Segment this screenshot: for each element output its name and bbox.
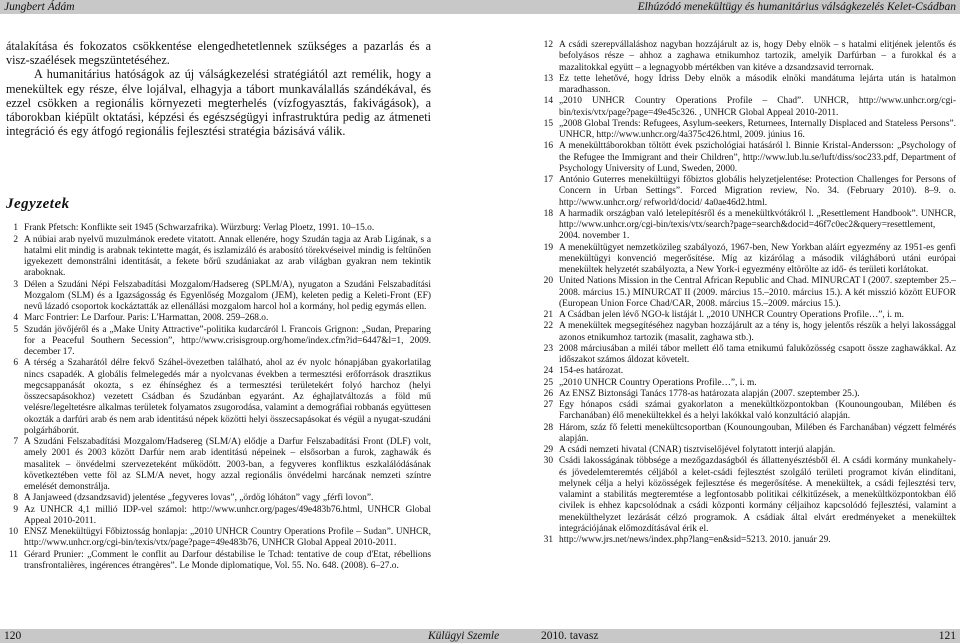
footnote-number: 15 bbox=[543, 118, 553, 129]
footnote-text: http://www.jrs.net/news/index.php?lang=en&sid=5213. 2010. január 29. bbox=[559, 535, 831, 545]
footnote-text: Gérard Prunier: „Comment le conflit au Darfour déstabilise le Tchad: tentative de coup d'Etat, rébellions transfrontalières, ingérences étrangères”. Le Monde diplomatique, Vol. 55. No. 648. (2008). 6–27.o. bbox=[24, 549, 431, 571]
footnote-number: 19 bbox=[543, 242, 553, 253]
footnote-text: A Szudáni Felszabadítási Mozgalom/Hadsereg (SLM/A) elődje a Darfur Felszabadítási Front (DLF) volt, amely 2001 és 2003 között Darfúr nem arab identitású népeinek – elsősorban a furok, zaghawák és masalitek – önvédelmi szervezeteként működött. 2003-ban, a fegyveres konfliktus eszkalálódásának következtében vette föl az SLM/A nevet, hogy azzal regionális önvédelmi harcának nemzeti színtre emelését demonstrálja. bbox=[24, 437, 431, 493]
footnote bbox=[541, 535, 956, 546]
footnote-number: 9 bbox=[13, 504, 18, 515]
footnote-number: 5 bbox=[13, 324, 18, 335]
right-column bbox=[541, 40, 956, 546]
footnote bbox=[6, 358, 431, 437]
notes-heading: Jegyzetek bbox=[6, 196, 70, 213]
running-header bbox=[0, 0, 960, 14]
footnote-number: 11 bbox=[8, 549, 18, 560]
footnote-number: 31 bbox=[543, 535, 553, 545]
page-number-right: 121 bbox=[938, 630, 956, 642]
footnote-number: 29 bbox=[543, 445, 553, 455]
footnote-number: 6 bbox=[13, 358, 18, 369]
footnote-text: Egy hónapos csádi számai gyakorlaton a menekültközpontokban (Kounoungouban, Milében és Farchanában) élő menekültekkel és a helyi lakókkal való konzultáció alapján. bbox=[559, 400, 956, 422]
footnote-text: A menekültügyet nemzetközileg szabályozó, 1967-ben, New Yorkban aláírt egyezmény az 1951-es genfi menekültügyi konvenció megerősítése. Míg az kizárólag a második világháború utáni európai menekültek helyzetét szabályozta, a New York-i egyezmény eltörölte az idő- és területi korlátokat. bbox=[559, 242, 956, 275]
footnote-number: 24 bbox=[543, 366, 553, 377]
footnote-number: 27 bbox=[543, 400, 553, 410]
footnote bbox=[541, 243, 956, 277]
footnote bbox=[6, 235, 431, 280]
footnote-number: 8 bbox=[13, 493, 18, 504]
footnote-text: United Nations Mission in the Central African Republic and Chad. MINURCAT I (2007. szeptember 25.–2008. március 15.) MINURCAT II (2009. március 15.–2010. március 15.). A két misszió között EUFOR (European Union Force Chad/CAR, 2008. március 15.–2009. március 15.). bbox=[559, 276, 956, 309]
footnote bbox=[541, 389, 956, 400]
footnote-text: „2008 Global Trends: Refugees, Asylum-seekers, Returnees, Internally Displaced and Stateless Persons”. UNHCR, http://www.unhcr.org/4a375c426.html, 2009. június 16. bbox=[559, 118, 956, 140]
footnote-number: 1 bbox=[13, 223, 18, 234]
header-author: Jungbert Ádám bbox=[4, 1, 75, 13]
paragraph-continued: átalakítása és fokozatos csökkentése elengedhetetlennek szükséges a pazarlás és a visz-szaélések megszüntetéséhez. bbox=[6, 39, 431, 68]
footnote bbox=[6, 550, 431, 573]
left-column bbox=[6, 39, 431, 572]
footnote bbox=[541, 310, 956, 321]
paragraph-strategy: A humanitárius hatóságok az új válságkezelési stratégiától azt remélik, hogy a menekültek egy része, élve lojálval, elhagyja a tábort munkaválallás szándékával, és ezzel csökken a regionális környezeti megterhelés (vízfogyasztás, fakivágások), a táborokban kiépült oktatási, képzési és egészségügyi infrastruktúra pedig az átmeneti integráció és egy átfogó regionális fejlesztési stratégia bázisává válik. bbox=[6, 67, 431, 139]
issue-date: 2010. tavasz bbox=[541, 630, 599, 642]
footnote bbox=[6, 493, 431, 504]
notes-list-right bbox=[541, 40, 956, 546]
footnote-number: 26 bbox=[543, 388, 553, 399]
footnote bbox=[6, 325, 431, 359]
footnote-text: A harmadik országban való letelepítésről és a menekültkvótákról l. „Resettlement Handbook”. UNHCR, http://www.unhcr.org/cgi-bin/texis/vtx/search?page=search&docid=46f7c0ec2&query=resettlement, 2004. november 1. bbox=[559, 208, 956, 242]
footnote-text: 154-es határozat. bbox=[559, 366, 624, 377]
footnote bbox=[541, 321, 956, 344]
notes-list-left bbox=[6, 223, 431, 572]
footnote-text: „2010 UNHCR Country Operations Profile – Chad”. UNHCR, http://www.unhcr.org/cgi-bin/texis/vtx/page?page=49e45c326. , UNHCR Global Appeal 2010-2011. bbox=[559, 96, 956, 118]
footnote-text: ENSZ Menekültügyi Főbiztosság honlapja: „2010 UNHCR Country Operations Profile – Sudan”. UNHCR, http://www.unhcr.org/cgi-bin/texis/vtx/page?page=49e483b76, UNHCR Global Appeal 2010-2011. bbox=[24, 527, 431, 549]
footnote bbox=[6, 223, 431, 234]
footnote-text: A menekülttáborokban töltött évek pszichológiai hatásáról l. Binnie Kristal-Andersson: „Psychology of the Refugee the Immigrant and their Children”, http://www.lub.lu.se/luft/diss/soc233.pdf, Department of Psychology University of Lund, Sweden, 2000. bbox=[559, 141, 956, 174]
footnote-text: A menekültek megsegítéséhez nagyban hozzájárult az a tény is, hogy jelentős részük a helyi lakossággal azonos etnikumhoz tartozik (masalit, zaghawa stb.). bbox=[559, 321, 956, 343]
footnote-number: 7 bbox=[13, 437, 18, 448]
footnote bbox=[541, 119, 956, 142]
footnote bbox=[541, 209, 956, 243]
footnote-text: 2008 márciusában a miléi tábor mellett élő tama etnikumú faluközösség csapott össze zaghawákkal. Az időszakot számos áldozat követelt. bbox=[559, 343, 956, 365]
footnote bbox=[541, 378, 956, 389]
page-number-left: 120 bbox=[4, 630, 22, 642]
footnote-number: 14 bbox=[543, 96, 553, 107]
journal-name: Külügyi Szemle bbox=[428, 630, 500, 642]
footnote bbox=[541, 40, 956, 74]
footnote-number: 25 bbox=[543, 377, 553, 388]
footnote-text: Marc Fontrier: Le Darfour. Paris: L'Harmattan, 2008. 259–268.o. bbox=[24, 313, 269, 324]
footnote bbox=[541, 366, 956, 377]
footnote-text: A csádi nemzeti hivatal (CNAR) tisztviselőjével folytatott interjú alapján. bbox=[559, 445, 836, 455]
footnote bbox=[541, 276, 956, 310]
footnote-text: Csádi lakosságának többsége a mezőgazdaságból és állattenyésztésből él. A csádi kormány munkahely- és jövedelemteremtés céljából a kelet-csádi fejlesztést szolgáló területi programot kíván elindítani, melynek célja a helyi közösségek fejlesztése és megerősítése. A menekültek, a csádi fejlesztési terv, valamint a stabilitás megteremtése a legfontosabb politikai célkitűzések, a menekültközpontokban élő civilek is ehhez kapcsolódnak a csádi központi kormány céljaihoz kapcsolódó fejlesztési, valamint a menekülthelyzet lezárását célzó programok. A csádiak által elvárt eredményeket a menekültek integrációjának előmozdításával érik el. bbox=[559, 456, 956, 534]
footnote-text: Frank Pfetsch: Konflikte seit 1945 (Schwarzafrika). Würzburg: Verlag Ploetz, 1991. 10–15.o. bbox=[24, 223, 375, 234]
footnote-number: 2 bbox=[13, 234, 18, 245]
footnote-text: Az UNHCR 4,1 millió IDP-vel számol: http://www.unhcr.org/pages/49e483b76.html, UNHCR Global Appeal 2010-2011. bbox=[24, 504, 431, 526]
footnote bbox=[541, 344, 956, 367]
footnote bbox=[6, 505, 431, 528]
footnote-number: 20 bbox=[543, 276, 553, 287]
footnote bbox=[541, 456, 956, 535]
footnote-text: António Guterres menekültügyi főbiztos globális helyzetjelentése: Protection Challenges for Persons of Concern in Urban Settings”. Forced Migration review, No. 34. (February 2010). 8–9. o. http://www.unhcr.org/ refworld/docid/ 4a0ae46d2.html. bbox=[559, 175, 956, 208]
footnote-text: „2010 UNHCR Country Operations Profile…”, i. m. bbox=[559, 377, 757, 388]
footnote-number: 21 bbox=[543, 310, 553, 320]
footnote-number: 22 bbox=[543, 321, 553, 332]
footnote-text: A térség a Szaharától délre fekvő Száhel-övezetben található, ahol az év nyolc hónapjában gyakorlatilag nincs csapadék. A globális felmelegedés már a nyolcvanas években a termesztési erőforrások drasztikus megcsappanását okozta, s ez éhínséghez és a termesztési területekért folyó harchoz (helyi összecsapásokhoz) vezetett Csádban és Szudánban egyaránt. Az éghajlatváltozás a föld mű velésre/legeltetésre alkalmas területek folyamatos zsugorodása, valamint a demográfiai robbanás együttesen okozták a darfúri arab és nem arab identitású népek közötti helyi összecsapásokat és végül a nyugat-szudáni polgárháborút. bbox=[24, 358, 431, 436]
footnote-text: Szudán jövőjéről és a „Make Unity Attractive”-politika kudarcáról l. Francois Grignon: „Sudan, Preparing for a Peaceful Southern Secession”, http://www.crisisgroup.org/home/index.cfm?id=6447&l=1, 2009. december 17. bbox=[24, 324, 431, 358]
footnote-number: 13 bbox=[543, 73, 553, 84]
footnote-text: Három, száz fő feletti menekültcsoportban (Kounoungouban, Milében és Farchanában) végzett felmérés alapján. bbox=[559, 422, 956, 444]
footnote-number: 17 bbox=[543, 175, 553, 185]
footnote bbox=[541, 175, 956, 209]
footnote bbox=[541, 74, 956, 97]
footnote bbox=[541, 141, 956, 175]
footnote bbox=[541, 96, 956, 119]
footnote-number: 16 bbox=[543, 141, 553, 152]
footnote-number: 23 bbox=[543, 343, 553, 354]
footnote-text: A núbiai arab nyelvű muzulmánok eredete vitatott. Annak ellenére, hogy Szudán tagja az Arab Ligának, s a hatalmi elit mindig is arabnak tekintette magát, és iszlamizáló és arabosító törekvéseivel mindig is feltűnően igyekezett demonstrálni identitását, a fekete bőrű szudániakat az arab világban gyakran nem tekintik araboknak. bbox=[24, 234, 431, 279]
footnote bbox=[6, 437, 431, 493]
footnote-number: 30 bbox=[543, 456, 553, 467]
footnote-number: 4 bbox=[13, 313, 18, 324]
footnote bbox=[541, 445, 956, 456]
footnote-number: 12 bbox=[543, 40, 553, 50]
footnote bbox=[6, 313, 431, 324]
footnote-number: 10 bbox=[8, 527, 18, 538]
footnote-text: Az ENSZ Biztonsági Tanács 1778-as határozata alapján (2007. szeptember 25.). bbox=[559, 388, 860, 399]
footnote-number: 28 bbox=[543, 422, 553, 433]
footnote-text: Ez tette lehetővé, hogy Idriss Deby elnök a második elnöki mandátuma lejárta után is hatalmon maradhasson. bbox=[559, 73, 956, 95]
header-title: Elhúzódó menekültügy és humanitárius válságkezelés Kelet-Csádban bbox=[637, 1, 956, 13]
footnote bbox=[6, 527, 431, 550]
running-footer bbox=[0, 629, 960, 643]
footnote bbox=[6, 280, 431, 314]
footnote-text: A Janjaweed (dzsandzsavid) jelentése „fegyveres lovas”, „ördög lóháton” vagy „férfi lovon”. bbox=[24, 493, 374, 504]
footnote bbox=[541, 400, 956, 423]
footnote-text: A csádi szerepvállaláshoz nagyban hozzájárult az is, hogy Deby elnök – s hatalmi elitjének jelentős és befolyásos része – ahhoz a zaghawa etnikumhoz tartozik, amelyik Darfúrban – a furokkal és a mazalitokkal együtt – a legnagyobb mértékben van kitéve a dzsandzsavid terrornak. bbox=[559, 40, 956, 73]
footnote-number: 18 bbox=[543, 208, 553, 219]
footnote-text: A Csádban jelen lévő NGO-k listáját l. „2010 UNHCR Country Operations Profile…”, i. m. bbox=[559, 310, 905, 320]
footnote-number: 3 bbox=[13, 279, 18, 290]
footnote bbox=[541, 423, 956, 446]
footnote-text: Délen a Szudáni Népi Felszabadítási Mozgalom/Hadsereg (SPLM/A), nyugaton a Szudáni Felszabadítási Mozgalom (SLM) és a Igazságosság és Egyenlőség Mozgalom (JEM), keleten pedig a Keleti-Front (EF) nevű lázadó csoportok kockáztatták az ellenállási mozgalom harcol hol a kormány, hol pedig egymás ellen. bbox=[24, 279, 431, 313]
